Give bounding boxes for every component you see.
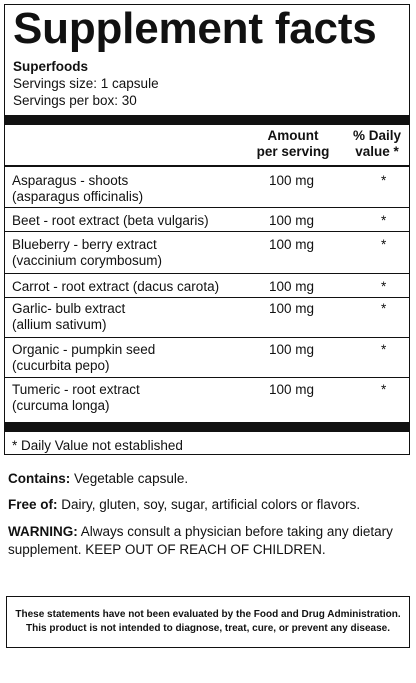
ingredient-amount: 100 mg xyxy=(269,301,315,316)
ingredient-amount: 100 mg xyxy=(269,342,315,357)
ingredient-amount: 100 mg xyxy=(269,237,315,252)
ingredient-amount: 100 mg xyxy=(269,279,315,294)
ingredient-name-line1: Carrot - root extract (dacus carota) xyxy=(12,279,220,294)
ingredient-daily-value: * xyxy=(381,173,387,188)
top-thick-rule xyxy=(5,115,409,125)
ingredient-name-line1: Blueberry - berry extract xyxy=(12,237,157,252)
ingredient-name-line2: (cucurbita pepo) xyxy=(12,358,110,373)
supplement-facts-panel xyxy=(4,4,410,455)
product-name: Superfoods xyxy=(13,59,89,74)
ingredient-name xyxy=(12,301,125,333)
ingredient-amount: 100 mg xyxy=(269,382,315,397)
ingredient-amount: 100 mg xyxy=(269,173,315,188)
ingredient-name-line2: (asparagus officinalis) xyxy=(12,189,144,204)
row-divider xyxy=(5,207,409,208)
row-divider xyxy=(5,231,409,232)
ingredient-name-line1: Tumeric - root extract xyxy=(12,382,140,397)
row-divider xyxy=(5,273,409,274)
free-of-text: Dairy, gluten, soy, sugar, artificial colors or flavors. xyxy=(57,497,361,512)
ingredient-daily-value: * xyxy=(381,237,387,252)
panel-title: Supplement facts xyxy=(13,4,377,53)
ingredient-name-line2: (curcuma longa) xyxy=(12,398,110,413)
ingredient-name-line2: (vaccinium corymbosum) xyxy=(12,253,163,268)
ingredient-name xyxy=(12,342,155,374)
ingredient-daily-value: * xyxy=(381,213,387,228)
ingredient-name xyxy=(12,213,209,229)
warning-text: Always consult a physician before taking any dietary supplement. KEEP OUT OF REACH OF CHILDREN. xyxy=(8,524,393,557)
column-header-amount-line2: per serving xyxy=(256,144,330,159)
header-rule xyxy=(5,165,409,167)
contains-label: Contains: xyxy=(8,471,71,486)
fda-disclaimer-box xyxy=(6,596,410,648)
column-header-amount-line1: Amount xyxy=(267,128,319,143)
ingredient-name-line2: (allium sativum) xyxy=(12,317,107,332)
ingredient-amount: 100 mg xyxy=(269,213,315,228)
column-header-dv-line2: value * xyxy=(355,144,399,159)
row-divider xyxy=(5,337,409,338)
column-header-amount xyxy=(243,128,343,160)
ingredient-name-line1: Garlic- bulb extract xyxy=(12,301,126,316)
free-of-label: Free of: xyxy=(8,497,58,512)
ingredient-daily-value: * xyxy=(381,342,387,357)
row-divider xyxy=(5,297,409,298)
column-header-dv-line1: % Daily xyxy=(352,128,402,143)
fda-disclaimer-line2: This product is not intended to diagnose, treat, cure, or prevent any disease. xyxy=(26,623,390,634)
contains-text: Vegetable capsule. xyxy=(70,471,189,486)
ingredient-daily-value: * xyxy=(381,301,387,316)
ingredient-name-line1: Asparagus - shoots xyxy=(12,173,129,188)
column-header-daily-value xyxy=(345,128,409,160)
daily-value-footnote: * Daily Value not established xyxy=(12,438,183,453)
serving-size: Servings size: 1 capsule xyxy=(13,76,159,91)
servings-per-box: Servings per box: 30 xyxy=(13,93,137,108)
ingredient-name xyxy=(12,382,140,414)
ingredient-daily-value: * xyxy=(381,382,387,397)
ingredient-name xyxy=(12,173,143,205)
ingredient-name xyxy=(12,237,162,269)
ingredient-name-line1: Beet - root extract (beta vulgaris) xyxy=(12,213,209,228)
ingredient-name-line1: Organic - pumpkin seed xyxy=(12,342,156,357)
free-of-statement xyxy=(8,496,408,514)
fda-disclaimer-line1: These statements have not been evaluated by the Food and Drug Administration. xyxy=(15,609,401,620)
ingredient-name xyxy=(12,279,219,295)
warning-statement xyxy=(8,523,408,559)
ingredient-daily-value: * xyxy=(381,279,387,294)
row-divider xyxy=(5,377,409,378)
bottom-thick-rule xyxy=(5,422,409,432)
contains-statement xyxy=(8,470,408,488)
warning-label: WARNING: xyxy=(8,524,78,539)
